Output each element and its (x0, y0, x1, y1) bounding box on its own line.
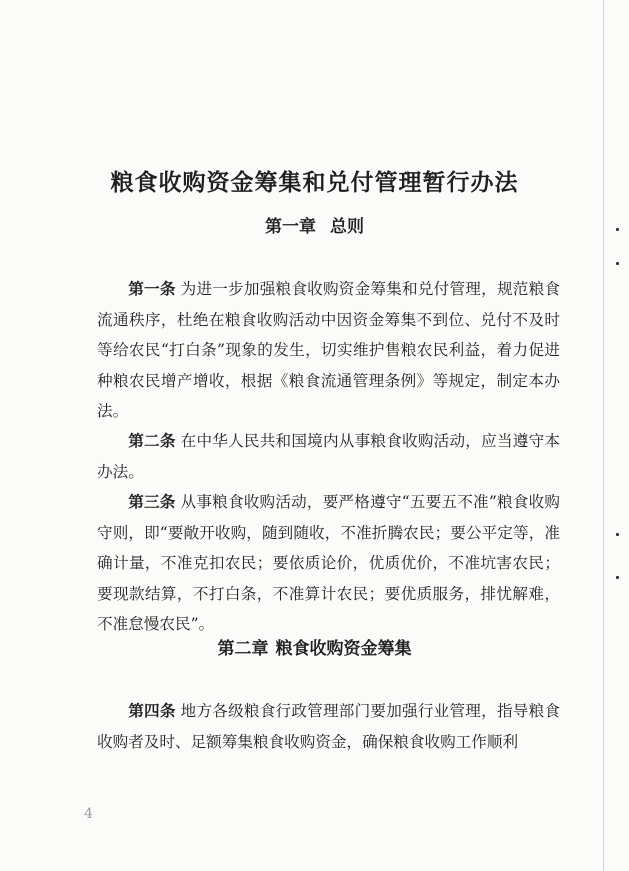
chapter-number: 第二章 (217, 639, 269, 659)
chapter-name: 总则 (330, 217, 364, 237)
chapter-number: 第一章 (265, 217, 316, 237)
article-number: 第四条 (128, 701, 176, 720)
document-title: 粮食收购资金筹集和兑付管理暂行办法 (110, 169, 519, 196)
page-number: 4 (84, 806, 93, 822)
article-text: 地方各级粮食行政管理部门要加强行业管理，指导粮食收购者及时、足额筹集粮食收购资金，确保粮食收购工作顺利 (97, 702, 560, 751)
chapter-heading (0, 634, 629, 659)
article-paragraph (97, 426, 560, 487)
article-number: 第二条 (128, 431, 176, 450)
chapter-heading (0, 212, 629, 237)
scan-mark (616, 262, 619, 265)
article-text: 从事粮食收购活动，要严格遵守“五要五不准”粮食收购守则，即“要敞开收购，随到随收，不准折腾农民；要公平定等，准确计量，不准克扣农民；要依质论价，优质优价，不准坑害农民；要现款结算，不打白条，不准算计农民；要优质服务，排忧解难，不准怠慢农民”。 (97, 493, 560, 633)
scan-mark (616, 533, 619, 536)
article-paragraph (97, 696, 560, 757)
article-number: 第一条 (128, 279, 176, 298)
page-edge-line (603, 0, 604, 871)
article-paragraph (97, 487, 560, 640)
article-paragraph (97, 274, 560, 427)
article-text: 在中华人民共和国境内从事粮食收购活动，应当遵守本办法。 (97, 432, 560, 481)
article-text: 为进一步加强粮食收购资金筹集和兑付管理，规范粮食流通秩序，杜绝在粮食收购活动中因资金筹集不到位、兑付不及时等给农民“打白条”现象的发生，切实维护售粮农民利益，着力促进种粮农民增产增收，根据《粮食流通管理条例》等规定，制定本办法。 (97, 280, 560, 420)
scan-mark (616, 576, 619, 579)
chapter-name: 粮食收购资金筹集 (275, 639, 412, 659)
article-number: 第三条 (128, 492, 176, 511)
